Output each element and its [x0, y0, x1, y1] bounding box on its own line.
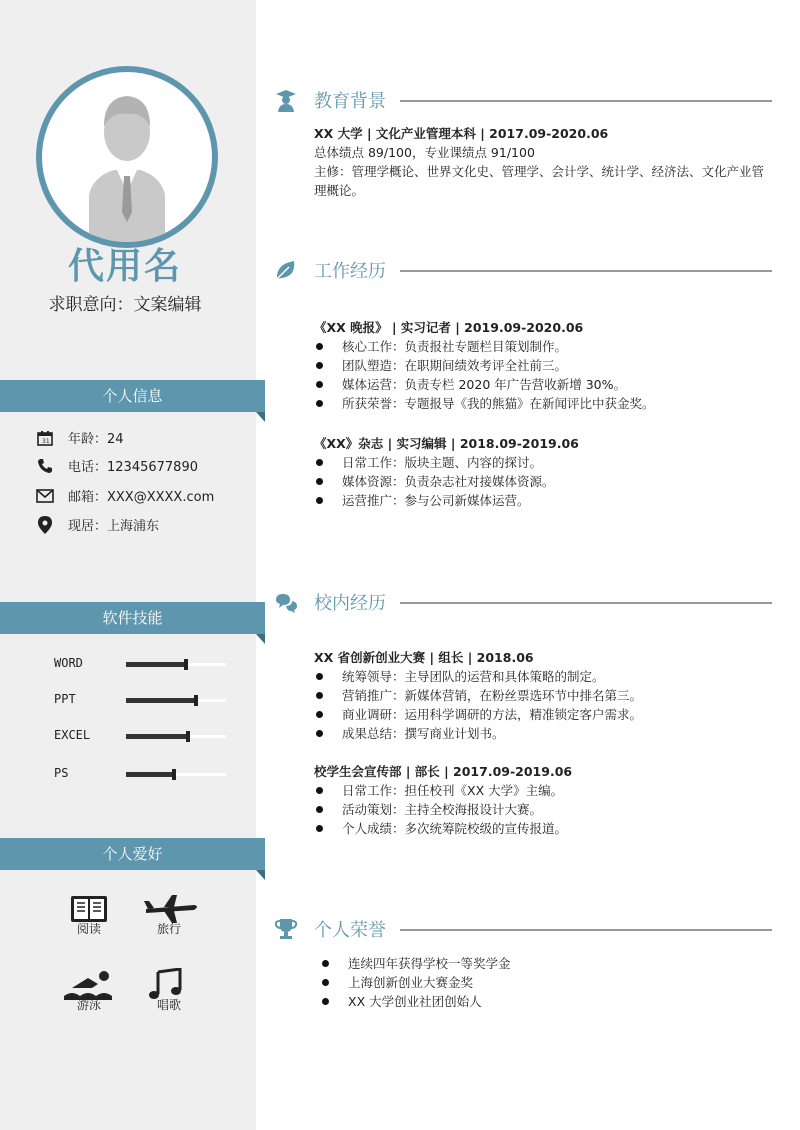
section-divider: [400, 929, 772, 931]
phone-text: 电话：12345677890: [68, 460, 198, 475]
job-bullet: 所获荣誉：专题报导《我的熊猫》在新闻评比中获金奖。: [314, 394, 774, 413]
hobby-label: 旅行: [156, 922, 181, 936]
calendar-icon: [36, 429, 54, 447]
work-section-header: [274, 256, 772, 284]
skill-ppt: [54, 690, 234, 710]
skill-word: [54, 654, 234, 674]
campus-item-1: [314, 648, 774, 743]
age-row: [36, 428, 124, 447]
section-divider: [400, 270, 772, 272]
hobby-singing: [134, 968, 204, 1012]
skill-bar-knob: [172, 769, 176, 780]
campus-bullet: 统筹领导：主导团队的运营和具体策略的制定。: [314, 667, 774, 686]
job-bullet: 媒体运营：负责专栏 2020 年广告营收新增 30%。: [314, 375, 774, 394]
skill-bar-fill: [126, 698, 196, 703]
chat-bubbles-icon: [274, 590, 298, 614]
skill-bar-track: [126, 735, 226, 738]
email-row: [36, 486, 214, 505]
skill-excel: [54, 726, 234, 746]
campus-section-header: [274, 588, 772, 616]
hobbies-header: 个人爱好: [0, 838, 265, 870]
campus-bullet: 日常工作：担任校刊《XX 大学》主编。: [314, 781, 774, 800]
svg-text:31: 31: [42, 437, 50, 445]
campus-bullet: 营销推广：新媒体营销，在粉丝票选环节中排名第三。: [314, 686, 774, 705]
skill-label: WORD: [54, 656, 83, 670]
job-bullet: 运营推广：参与公司新媒体运营。: [314, 491, 774, 510]
personal-info-header: 个人信息: [0, 380, 265, 412]
skill-bar-knob: [194, 695, 198, 706]
section-divider: [400, 100, 772, 102]
honors-list: [320, 954, 720, 1011]
hobby-label: 唱歌: [156, 998, 181, 1012]
candidate-name: 代用名: [67, 246, 182, 287]
location-pin-icon: [36, 516, 54, 534]
education-scores: 总体绩点 89/100，专业课绩点 91/100: [314, 145, 535, 160]
honor-item: XX 大学创业社团创始人: [320, 992, 720, 1011]
trophy-icon: [274, 917, 298, 941]
education-section-header: [274, 86, 772, 114]
job-header: 《XX》杂志 | 实习编辑 | 2018.09-2019.06: [314, 436, 579, 451]
address-row: [36, 515, 159, 534]
section-title: 教育背景: [314, 91, 386, 112]
skill-ps: [54, 764, 234, 784]
email-text: 邮箱：XXX@XXXX.com: [68, 490, 215, 505]
leaf-icon: [274, 258, 298, 282]
honor-item: 上海创新创业大赛金奖: [320, 973, 720, 992]
campus-header: 校学生会宣传部 | 部长 | 2017.09-2019.06: [314, 764, 573, 779]
work-job-1: [314, 318, 774, 413]
age-text: 年龄：24: [68, 432, 124, 447]
phone-icon: [36, 457, 54, 475]
skills-header: 软件技能: [0, 602, 265, 634]
job-bullet: 日常工作：版块主题、内容的探讨。: [314, 453, 774, 472]
skill-label: PS: [54, 766, 69, 780]
skill-bar-knob: [184, 659, 188, 670]
skill-bar-fill: [126, 734, 188, 739]
skill-bar-fill: [126, 772, 174, 777]
hobby-reading: [54, 892, 124, 936]
job-bullet: 团队塑造：在职期间绩效考评全社前三。: [314, 356, 774, 375]
mail-icon: [36, 487, 54, 505]
skill-label: PPT: [54, 692, 76, 706]
graduate-icon: [274, 88, 298, 112]
campus-bullet: 活动策划：主持全校海报设计大赛。: [314, 800, 774, 819]
skill-label: EXCEL: [54, 728, 91, 742]
education-header: XX 大学 | 文化产业管理本科 | 2017.09-2020.06: [314, 126, 609, 141]
honors-section-header: [274, 915, 772, 943]
campus-bullet: 商业调研：运用科学调研的方法，精准锁定客户需求。: [314, 705, 774, 724]
hobby-label: 游泳: [76, 998, 101, 1012]
avatar: [36, 66, 218, 248]
skill-bar-track: [126, 663, 226, 666]
honor-item: 连续四年获得学校一等奖学金: [320, 954, 720, 973]
work-job-2: [314, 434, 774, 510]
job-bullet: 媒体资源：负责杂志社对接媒体资源。: [314, 472, 774, 491]
education-courses: 主修：管理学概论、世界文化史、管理学、会计学、统计学、经济法、文化产业管理概论。: [314, 164, 765, 198]
campus-header: XX 省创新创业大赛 | 组长 | 2018.06: [314, 650, 534, 665]
skill-bar-fill: [126, 662, 186, 667]
campus-bullet: 成果总结：撰写商业计划书。: [314, 724, 774, 743]
job-header: 《XX 晚报》 | 实习记者 | 2019.09-2020.06: [314, 320, 584, 335]
job-target: 求职意向：文案编辑: [48, 295, 202, 315]
skill-bar-knob: [186, 731, 190, 742]
skill-bar-track: [126, 773, 226, 776]
section-divider: [400, 602, 772, 604]
hobby-label: 阅读: [76, 922, 101, 936]
hobby-swimming: [54, 968, 124, 1012]
section-title: 个人荣誉: [314, 920, 386, 941]
hobby-travel: [134, 892, 204, 936]
section-title: 工作经历: [314, 261, 386, 282]
user-silhouette-icon: [42, 72, 212, 242]
education-block: [314, 124, 774, 200]
section-title: 校内经历: [314, 593, 386, 614]
address-text: 现居：上海浦东: [68, 519, 160, 534]
skill-bar-track: [126, 699, 226, 702]
campus-item-2: [314, 762, 774, 838]
job-bullet: 核心工作：负责报社专题栏目策划制作。: [314, 337, 774, 356]
campus-bullet: 个人成绩：多次统筹院校级的宣传报道。: [314, 819, 774, 838]
phone-row: [36, 456, 198, 475]
